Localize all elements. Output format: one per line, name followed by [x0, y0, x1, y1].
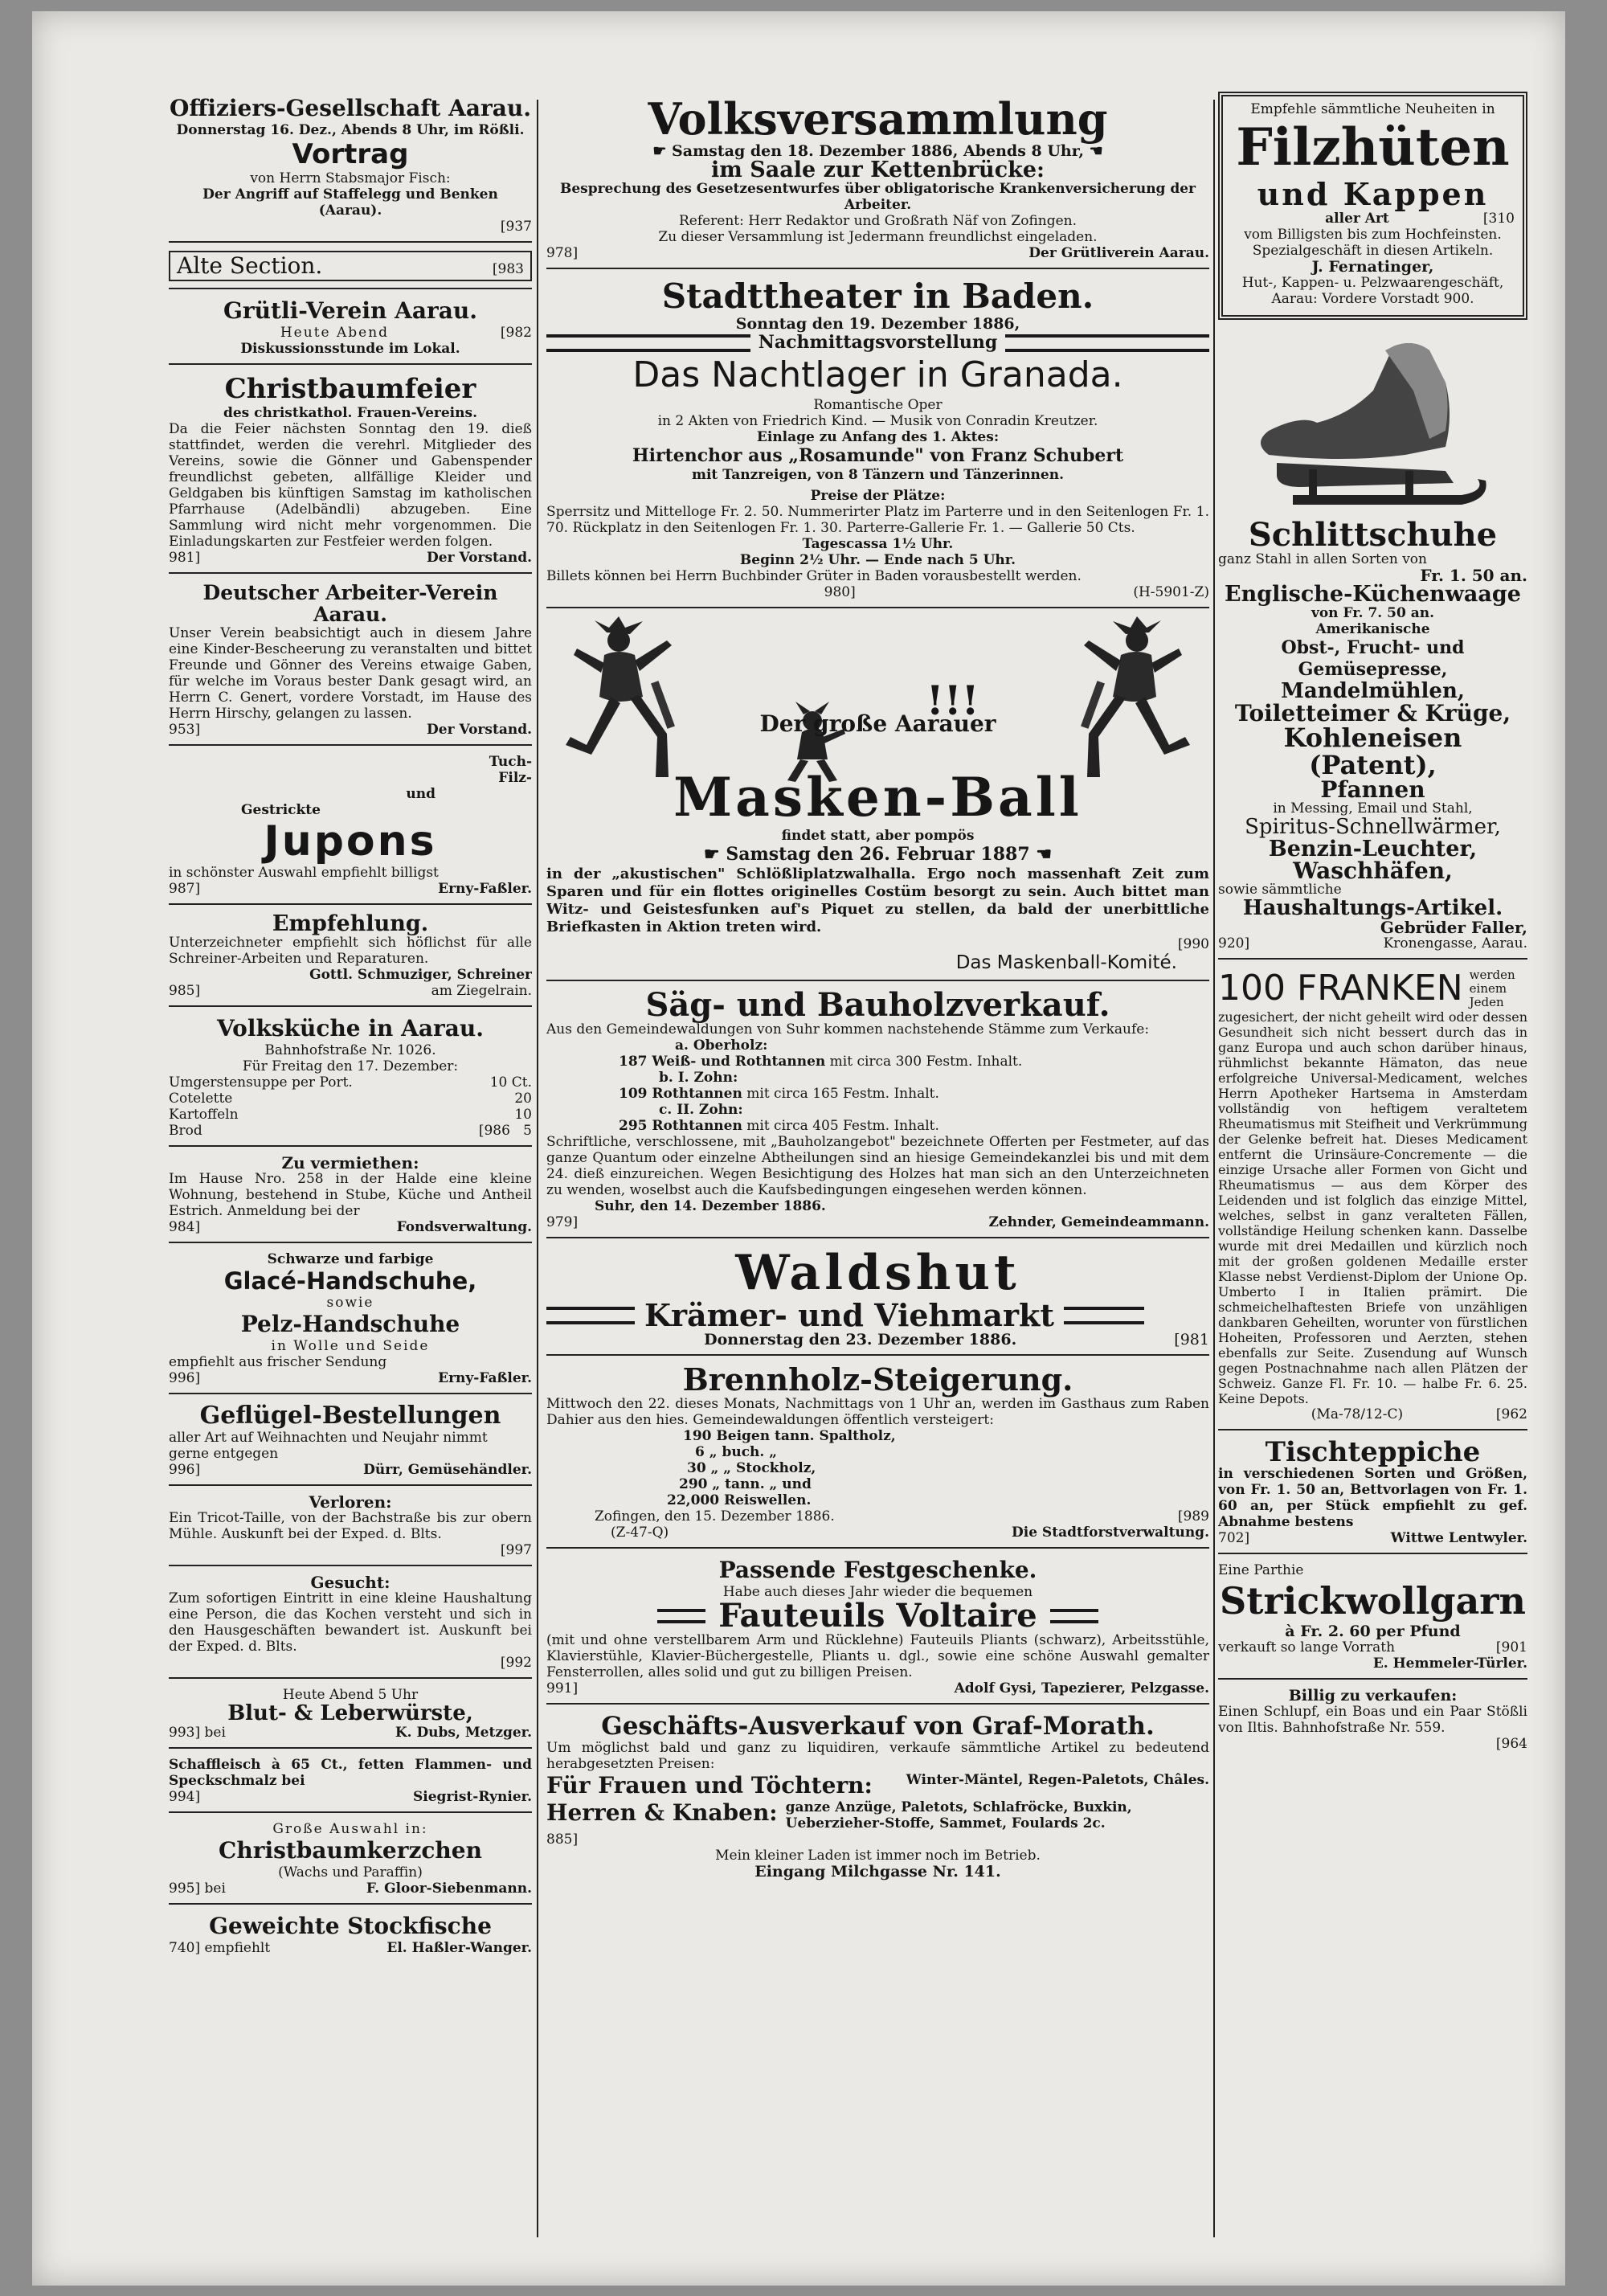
ad-strickwollgarn — [1218, 1559, 1527, 1680]
sale-item: 190 Beigen tann. Spaltholz, — [683, 1428, 896, 1444]
ad-schaffleisch — [169, 1754, 532, 1813]
menu-row: Umgerstensuppe per Port. 10 Ct. — [169, 1074, 532, 1091]
ad-ref: 993] — [169, 1725, 201, 1741]
ad-line: Für Frauen und Töchtern: — [546, 1772, 873, 1799]
ad-ref: [937 — [500, 219, 532, 235]
ad-ref: 991] — [546, 1680, 579, 1696]
ad-ref: [992 — [500, 1655, 532, 1671]
ad-intro: Habe auch dieses Jahr wieder die bequemen — [722, 1584, 1033, 1600]
ad-address: Aarau: Vordere Vorstadt 900. — [1271, 291, 1474, 307]
ad-date: Donnerstag den 23. Dezember 1886. — [704, 1331, 1017, 1349]
ad-signature: Der Vorstand. — [427, 722, 532, 738]
ad-ref: 995] — [169, 1881, 201, 1897]
ad-signature: Dürr, Gemüsehändler. — [363, 1462, 532, 1478]
ad-line: Schwarze und farbige — [267, 1251, 434, 1267]
lot-heading: c. II. Zohn: — [659, 1102, 743, 1118]
ad-line: (Wachs und Paraffin) — [278, 1864, 423, 1881]
ad-graf-morath — [546, 1709, 1209, 1886]
ad-line: Winter-Mäntel, Regen-Paletots, Châles. — [906, 1772, 1209, 1788]
ad-line: Tuch- — [489, 754, 532, 770]
ad-signature: Wittwe Lentwyler. — [1390, 1530, 1527, 1546]
ad-line: aller Art — [1325, 211, 1389, 227]
ad-ref: 996] — [169, 1462, 201, 1478]
ad-speaker: Referent: Herr Redaktor und Großrath Näf von Zofingen. — [678, 213, 1077, 229]
ad-jupons — [169, 751, 532, 905]
ad-title: und Kappen — [1257, 176, 1489, 212]
ad-line: ganz Stahl in allen Sorten von — [1218, 551, 1427, 567]
left-column — [169, 92, 532, 2253]
menu-row: Cotelette 20 — [169, 1091, 532, 1107]
ad-title: Geweichte Stockfische — [209, 1913, 492, 1939]
ad-subtitle: des christkathol. Frauen-Vereins. — [223, 405, 477, 421]
ad-line: mit Tanzreigen, von 8 Tänzern und Tänzerinnen. — [691, 467, 1065, 483]
ad-ref: [981 — [1174, 1331, 1209, 1349]
ad-title: Passende Festgeschenke. — [718, 1557, 1037, 1583]
ad-title: Billig zu verkaufen: — [1288, 1687, 1458, 1705]
ad-title: Masken-Ball — [673, 766, 1082, 829]
ad-ref: [310 — [1482, 211, 1515, 227]
ad-signature: Erny-Faßler. — [438, 881, 532, 897]
ad-title: Empfehlung. — [272, 911, 429, 936]
ad-line: Bahnhofstraße Nr. 1026. — [264, 1042, 436, 1058]
ad-body: in verschiedenen Sorten und Größen, von Fr. 1. 50 an, Bettvorlagen von Fr. 1. 60 an, per Stück empfiehlt zu gef. Abnahme bestens — [1218, 1466, 1527, 1530]
ad-address: Kronengasse, Aarau. — [1383, 935, 1527, 952]
ad-intro: Eine Parthie — [1218, 1562, 1304, 1578]
ad-title: Volksversammlung — [648, 93, 1108, 145]
right-column — [1218, 92, 1527, 2253]
ad-title: Volksküche in Aarau. — [217, 1015, 484, 1042]
ad-ref: 885] — [546, 1831, 579, 1848]
exclamation-mark: !!! — [926, 677, 979, 724]
ad-maskenball — [546, 613, 1209, 981]
ad-title: Offiziers-Gesellschaft Aarau. — [170, 95, 531, 121]
ad-gruetli — [169, 294, 532, 365]
ad-signature: Siegrist-Rynier. — [413, 1789, 532, 1805]
ad-body: Schaffleisch à 65 Ct., fetten Flammen- und Speckschmalz bei — [169, 1757, 532, 1789]
ad-body: zugesichert, der nicht geheilt wird oder dessen Gesundheit sich nicht bessert durch das in ganz Europa und auch schon darüber hinaus, rühmlichst bekannte Hämaton, das neue erfolgreiche Universal-Medicament, welches Herrn Apotheker Hartsema in Amsterdam vollständig von heftigem veraltetem Rheumatismus mit Steifheit und Verkrümmung der Gelenke befreit hat. Dieses Medicament entfernt die Urinsäure-Concremente — die einzige Ursache aller Formen von Gicht und Rheumatismus — aus dem Körper des Leidenden und ist folglich das einzige Mittel, welches, selbst in ganz veralteten Fällen, vollständige Heilung schenken kann. Dasselbe wurde mit drei Medaillen und kürzlich noch mit der großen goldenen Medaille erster Klasse nebst Verdienst-Diplom der Unione Op. Umberto I in Italien prämirt. Die schmeichelhaftesten Briefe von unzähligen dankbaren Geheilten, worunter von fürstlichen Hoheiten, Professoren und Aerzten, stehen ebenfalls zur Seite. Zusendung auf Wunsch gegen Postnachnahme nach allen Plätzen der Schweiz. Ganze Fl. Fr. 10. — halbe Fr. 6. 25. Keine Depots. — [1218, 1009, 1527, 1406]
lot-item: 109 Rothtannen — [619, 1086, 742, 1102]
ad-line: Große Auswahl in: — [272, 1821, 428, 1837]
ad-date: Zofingen, den 15. Dezember 1886. — [595, 1508, 835, 1525]
rule-ornament — [546, 334, 750, 352]
ad-date: Samstag den 18. Dezember 1886, Abends 8 Uhr, — [672, 142, 1084, 160]
ad-ref: 740] — [169, 1940, 201, 1956]
ad-verloren — [169, 1491, 532, 1566]
ad-ref: [997 — [500, 1542, 532, 1558]
ad-body: Schriftliche, verschlossene, mit „Bauholzangebot" bezeichnete Offerten per Festmeter, auf das ganze Quantum oder einzelne Abtheilungen sind an hiesige Gemeindekanzlei bis und mit dem 24. dieß einzureichen. Wegen Besichtigung des Holzes hat man sich an den Unterzeichneten zu wenden, woselbst auch die Kaufsbedingungen eingesehen werden können. — [546, 1134, 1209, 1198]
ad-headline: Vortrag — [292, 138, 409, 170]
ad-line: Einlage zu Anfang des 1. Aktes: — [756, 429, 1000, 445]
ad-ref: 985] — [169, 983, 201, 999]
ad-ref: 984] — [169, 1219, 201, 1235]
ad-place: im Saale zur Kettenbrücke: — [711, 158, 1045, 182]
ad-line: Benzin-Leuchter, — [1268, 837, 1478, 862]
ad-filzhueten — [1218, 92, 1527, 320]
ad-line: Tagescassa 1½ Uhr. — [802, 536, 954, 552]
ad-signature: Der Grütliverein Aarau. — [1028, 245, 1209, 261]
ad-ref: [964 — [1495, 1736, 1527, 1752]
ad-line: verkauft so lange Vorrath — [1218, 1639, 1396, 1655]
pointing-hand-icon: ☛ — [652, 142, 667, 160]
ad-line: Spiritus-Schnellwärmer, — [1245, 815, 1501, 839]
ad-body: Mittwoch den 22. dieses Monats, Nachmittags von 1 Uhr an, werden im Gasthaus zum Raben Dahier aus den hies. Gemeindewaldungen öffentlich versteigert: — [546, 1396, 1209, 1428]
ad-body: in schönster Auswahl empfiehlt billigst — [169, 865, 439, 881]
ad-billig — [1218, 1684, 1527, 1758]
ad-signature: Gottl. Schmuziger, Schreiner — [309, 967, 532, 983]
ad-glace — [169, 1248, 532, 1394]
ad-subtitle: Nachmittagsvorstellung — [758, 332, 998, 353]
ad-line: Der große Aarauer — [759, 710, 996, 737]
ad-arbeiter-verein — [169, 579, 532, 746]
rule-ornament — [1005, 334, 1209, 352]
ad-line: in 2 Akten von Friedrich Kind. — Musik von Conradin Kreutzer. — [657, 413, 1098, 429]
ad-line: Pfannen — [1320, 776, 1425, 803]
ad-date: Samstag den 26. Februar 1887 — [726, 844, 1030, 865]
ad-title: Geflügel-Bestellungen — [199, 1402, 501, 1430]
lot-heading: b. I. Zohn: — [659, 1070, 738, 1086]
ad-line: Beginn 2½ Uhr. — Ende nach 5 Uhr. — [739, 552, 1016, 568]
ad-ref: [989 — [1177, 1508, 1209, 1525]
jester-figure — [1057, 616, 1193, 785]
ad-gefluegel — [169, 1399, 532, 1486]
rule-ornament — [1064, 1307, 1144, 1324]
ad-code: (Z-47-Q) — [611, 1525, 669, 1541]
ad-title: Strickwollgarn — [1220, 1579, 1526, 1623]
ad-line: Mandelmühlen, — [1281, 679, 1465, 703]
pointing-hand-icon: ☚ — [1089, 142, 1103, 160]
ad-body: Unterzeichneter empfiehlt sich höflichst für alle Schreiner-Arbeiten und Reparaturen. — [169, 935, 532, 967]
ad-tischteppiche — [1218, 1435, 1527, 1554]
ad-title: Englische-Küchenwaage — [1225, 582, 1521, 607]
ad-line: Preise der Plätze: — [810, 488, 946, 504]
ad-subtitle: Krämer- und Viehmarkt — [644, 1297, 1054, 1333]
ad-intro: Empfehle sämmtliche Neuheiten in — [1250, 101, 1495, 117]
column-rule — [1213, 100, 1215, 2237]
ad-title: Jupons — [264, 817, 437, 866]
ad-title: Tischteppiche — [1265, 1436, 1481, 1468]
jester-figure — [562, 616, 699, 785]
ad-title: Blut- & Leberwürste, — [227, 1701, 473, 1725]
sale-item: 30 „ „ Stockholz, — [687, 1460, 816, 1476]
ad-title: Christbaumkerzchen — [219, 1837, 482, 1864]
ad-ref: [986 — [478, 1123, 510, 1139]
ad-line: Fr. 1. 50 an. — [1420, 566, 1527, 585]
ad-signature: Zehnder, Gemeindeammann. — [988, 1214, 1209, 1230]
ad-faller — [1218, 331, 1527, 960]
ad-line: vom Billigsten bis zum Hochfeinsten. — [1244, 227, 1502, 243]
rule-ornament — [1050, 1609, 1098, 1623]
ad-body: Da die Feier nächsten Sonntag den 19. dieß stattfindet, werden die verehrl. Mitglieder des Vereins, sowie die Gönner und Gabenspender freundlichst gebeten, allfällige Kleider und Geldgaben bis künftigen Samstag im katholischen Pfarrhause (Adelbändli) abzugeben. Eine Sammlung wird nicht mehr vorgenommen. Die Einladungskarten zur Festfeier werden folgen. — [169, 421, 532, 550]
ad-ref: 980] — [824, 584, 856, 600]
ad-body: Ein Tricot-Taille, von der Bachstraße bis zur obern Mühle. Auskunft bei der Exped. d. Blts. — [169, 1510, 532, 1542]
ad-christbaumfeier — [169, 370, 532, 574]
ad-ref: 996] — [169, 1370, 201, 1386]
ad-body: Im Hause Nro. 258 in der Halde eine kleine Wohnung, bestehend in Stube, Küche und Antheil Estrich. Anmeldung bei der — [169, 1171, 532, 1219]
ad-line: sowie — [326, 1295, 374, 1311]
ad-signature: F. Gloor-Siebenmann. — [366, 1881, 532, 1897]
ad-ref: [901 — [1495, 1639, 1527, 1655]
menu-row: Brod [986 5 — [169, 1123, 532, 1139]
ad-title: Stadttheater in Baden. — [661, 276, 1094, 316]
ad-line: werden einem Jeden — [1469, 967, 1515, 1009]
lot-heading: a. Oberholz: — [675, 1037, 768, 1054]
ad-title: Grütli-Verein Aarau. — [223, 297, 477, 324]
ad-alte-section — [169, 248, 532, 289]
ad-ref: 978] — [546, 245, 579, 261]
ad-title: Deutscher Arbeiter-Verein Aarau. — [202, 581, 498, 626]
ad-title: Waldshut — [735, 1245, 1020, 1301]
ad-100-franken — [1218, 964, 1527, 1430]
ad-brennholz — [546, 1361, 1209, 1549]
sale-item: 22,000 Reiswellen. — [667, 1492, 812, 1508]
ad-intro: Um möglichst bald und ganz zu liquidiren, verkaufe sämmtliche Artikel zu bedeutend herabgesetzten Preisen: — [546, 1740, 1209, 1772]
ad-line: empfiehlt aus frischer Sendung — [169, 1354, 387, 1370]
ad-kerzen: Große Auswahl in: Christbaumkerzchen (Wachs und Paraffin) 995] bei F. Gloor-Siebenmann. — [169, 1818, 532, 1905]
ad-signature: Fondsverwaltung. — [396, 1219, 532, 1235]
ad-ref: [990 — [1177, 936, 1209, 952]
ad-subject: Der Angriff auf Staffelegg und Benken (Aarau). — [202, 186, 498, 219]
ad-date: Suhr, den 14. Dezember 1886. — [595, 1198, 826, 1214]
ad-line: Toiletteimer & Krüge, — [1234, 700, 1511, 726]
ad-title: Filzhüten — [1236, 117, 1510, 178]
ad-volksversammlung — [546, 92, 1209, 269]
ad-line: findet statt, aber pompös — [781, 828, 975, 844]
ad-line: in Wolle und Seide — [271, 1338, 430, 1354]
ad-line: Waschhäfen, — [1293, 857, 1453, 884]
ad-line: Gestrickte — [241, 802, 321, 818]
newspaper-page — [32, 11, 1565, 2286]
ad-ref: 702] — [1218, 1530, 1250, 1546]
ad-ref: 979] — [546, 1214, 579, 1230]
ad-ref: 920] — [1218, 935, 1250, 952]
ad-code: (H-5901-Z) — [1133, 584, 1209, 600]
ad-line: und — [406, 786, 435, 802]
ad-ref: 953] — [169, 722, 201, 738]
sale-item: 6 „ buch. „ — [695, 1444, 778, 1460]
ad-ref: [962 — [1495, 1406, 1527, 1422]
ad-signature: Die Stadtforstverwaltung. — [1012, 1525, 1209, 1541]
ad-ref: 994] — [169, 1789, 201, 1805]
ad-line: Hirtenchor aus „Rosamunde" von Franz Schubert — [632, 445, 1124, 466]
ad-line: Obst-, Frucht- und Gemüsepresse, — [1281, 637, 1465, 680]
ad-line: Zu dieser Versammlung ist Jedermann freundlichst eingeladen. — [658, 229, 1098, 245]
ad-stockfische: Geweichte Stockfische 740] empfiehlt El. Haßler-Wanger. — [169, 1913, 532, 1956]
ad-line: Hut-, Kappen- u. Pelzwaarengeschäft, — [1241, 275, 1504, 291]
ad-date: Sonntag den 19. Dezember 1886, — [735, 315, 1020, 333]
ad-line: Romantische Oper — [813, 397, 943, 413]
ad-line: von Fr. 7. 50 an. — [1311, 605, 1435, 621]
ad-empfehlung — [169, 910, 532, 1007]
ad-body: Unser Verein beabsichtigt auch in diesem Jahre eine Kinder-Bescheerung zu veranstalten und bittet Freunde und Gönner des Vereins etwaige Gaben, für welche im Voraus bester Dank gesagt wird, an Herrn C. Genert, vordere Vorstadt, im Hause des Herrn Hirschy, gelangen zu lassen. — [169, 625, 532, 722]
ad-title: Christbaumfeier — [224, 373, 476, 405]
ad-speaker: von Herrn Stabsmajor Fisch: — [250, 170, 451, 186]
ad-play-title: Das Nachtlager in Granada. — [632, 354, 1123, 395]
ad-volkskueche — [169, 1012, 532, 1147]
ad-line: Spezialgeschäft in diesen Artikeln. — [1252, 243, 1494, 259]
ad-date: Donnerstag 16. Dez., Abends 8 Uhr, — [176, 122, 449, 138]
ad-title: Geschäfts-Ausverkauf von Graf-Morath. — [601, 1712, 1155, 1741]
ad-title: Alte Section. — [177, 252, 323, 279]
ad-title: Fauteuils Voltaire — [718, 1597, 1037, 1635]
lot-item: 295 Rothtannen — [619, 1118, 742, 1134]
ad-line: Amerikanische — [1315, 621, 1430, 637]
ad-line: Herren & Knaben: — [546, 1799, 778, 1826]
column-rule — [537, 100, 538, 2237]
ad-line: in Messing, Email und Stahl, — [1273, 800, 1473, 816]
rule-ornament — [546, 1307, 635, 1324]
ad-festgeschenke — [546, 1553, 1209, 1705]
ad-body: Einen Schlupf, ein Boas und ein Paar Stößli von Iltis. Bahnhofstraße Nr. 559. — [1218, 1704, 1527, 1736]
center-column — [546, 92, 1209, 2253]
ad-title: Schlittschuhe — [1248, 516, 1498, 554]
ad-code: (Ma-78/12-C) — [1311, 1406, 1404, 1422]
ad-line: Heute Abend — [280, 325, 390, 341]
ad-intro: Aus den Gemeindewaldungen von Suhr kommen nachstehende Stämme zum Verkaufe: — [546, 1021, 1150, 1037]
ad-signature: E. Hemmeler-Türler. — [1372, 1655, 1527, 1672]
ad-offiziers — [169, 92, 532, 243]
ad-ref: 987] — [169, 881, 201, 897]
ad-title: Glacé-Handschuhe, — [223, 1267, 477, 1295]
ad-gesucht — [169, 1571, 532, 1679]
rule-ornament — [657, 1609, 705, 1623]
ad-signature: Gebrüder Faller, — [1380, 918, 1527, 937]
ad-line: Haushaltungs-Artikel. — [1242, 896, 1503, 920]
menu-row: Kartoffeln 10 — [169, 1107, 532, 1123]
ad-body: Sperrsitz und Mittelloge Fr. 2. 50. Nummerirter Platz im Parterre und in den Seitenlogen Fr. 1. 70. Rückplatz in den Seitenlogen Fr. 1. 30. Parterre-Gallerie Fr. 1. — Gallerie 50 Cts. — [546, 504, 1209, 536]
pointing-hand-icon: ☛ — [703, 844, 720, 865]
ad-signature: J. Fernatinger, — [1311, 258, 1434, 276]
ad-line: à Fr. 2. 60 per Pfund — [1285, 1623, 1461, 1640]
sale-item: 290 „ tann. „ und — [679, 1476, 812, 1492]
ad-saeg-bauholz: Säg- und Bauholzverkauf. Aus den Gemeindewaldungen von Suhr kommen nachstehende Stämme zum Verkaufe: a. Oberholz: 187 Weiß- und Rothtannen mit circa 300 Festm. Inhalt. b. I. Zohn: 109 Rothtannen mit circa 165 Festm. Inhalt. c. II. Zohn: 295 Rothtannen mit circa 405 Festm. Inhalt. Schriftliche, verschlossene, mit „Bauholzangebot" bezeichnete Offerten per Festmeter, auf das ganze Quantum oder einzelne Abtheilungen sind an hiesige Gemeindekanzlei bis und mit dem 24. dieß einzureichen. Wegen Besichtigung des Holzes hat man sich an den Unterzeichneten zu wenden, woselbst auch die Kaufsbedingungen eingesehen werden können. Suhr, den 14. Dezember 1886. 979] Zehnder, Gemeindeammann. — [546, 986, 1209, 1238]
ad-line: Heute Abend 5 Uhr — [282, 1687, 419, 1703]
ad-line: Diskussionsstunde im Lokal. — [240, 341, 460, 357]
pointing-hand-icon: ☚ — [1036, 844, 1053, 865]
ad-title: Pelz-Handschuhe — [240, 1311, 460, 1337]
ad-title: Zu vermiethen: — [281, 1153, 419, 1173]
ad-vermieten — [169, 1152, 532, 1243]
ad-body: Zum sofortigen Eintritt in eine kleine Haushaltung eine Person, die das Kochen versteht und sich in den Hausgeschäften bewandert ist. Auskunft bei der Exped. d. Blts. — [169, 1590, 532, 1655]
ice-skate-illustration — [1245, 334, 1502, 519]
ad-signature: Das Maskenball-Komité. — [955, 952, 1177, 973]
lot-item: 187 Weiß- und Rothtannen — [619, 1054, 826, 1070]
ad-ref: [982 — [500, 325, 532, 341]
ad-title: Verloren: — [309, 1492, 392, 1512]
ad-ref: [983 — [492, 261, 524, 277]
ad-ref: 981] — [169, 550, 201, 566]
ad-line: sowie sämmtliche — [1218, 882, 1342, 898]
ad-body: Billets können bei Herrn Buchbinder Grüter in Baden vorausbestellt werden. — [546, 568, 1082, 584]
ad-line: Filz- — [498, 770, 532, 786]
ad-signature: K. Dubs, Metzger. — [395, 1725, 532, 1741]
ad-signature: Der Vorstand. — [427, 550, 532, 566]
ad-body: (mit und ohne verstellbarem Arm und Rücklehne) Fauteuils Pliants (schwarz), Arbeitsstühle, Klavierstühle, Klavier-Büchergestelle, Pliants u. dgl., sowie eine schöne Auswahl gemalter Fensterrollen, alles solid und gut zu billigen Preisen. — [546, 1632, 1209, 1680]
ad-title: Säg- und Bauholzverkauf. — [645, 986, 1110, 1024]
ad-title: Gesucht: — [310, 1573, 391, 1592]
ad-topic: Besprechung des Gesetzesentwurfes über obligatorische Krankenversicherung der Arbeiter. — [559, 181, 1196, 213]
ad-line: Für Freitag den 17. Dezember: — [242, 1058, 459, 1074]
ad-signature: Erny-Faßler. — [438, 1370, 532, 1386]
ad-line: Mein kleiner Laden ist immer noch im Betrieb. — [715, 1848, 1041, 1864]
ad-place: im Rößli. — [453, 122, 525, 138]
ad-line: ganze Anzüge, Paletots, Schlafröcke, Buxkin, Ueberzieher-Stoffe, Sammet, Foulards 2c. — [785, 1799, 1132, 1831]
ad-signature: El. Haßler-Wanger. — [386, 1940, 532, 1956]
ad-title: Brennholz-Steigerung. — [682, 1361, 1073, 1398]
ad-body: aller Art auf Weihnachten und Neujahr nimmt gerne entgegen — [169, 1430, 488, 1462]
ad-signature: Adolf Gysi, Tapezierer, Pelzgasse. — [954, 1680, 1209, 1696]
ad-body: in der „akustischen" Schlößliplatzwalhalla. Ergo noch massenhaft Zeit zum Sparen und für ein flottes originelles Costüm besorgt zu sein. Auch bittet man Witz- und Geistesfunken auf's Piquet zu stellen, da bald der unerbittliche Briefkasten in Aktion treten wird. — [546, 866, 1209, 935]
ad-stadttheater — [546, 274, 1209, 608]
ad-address: am Ziegelrain. — [431, 983, 532, 999]
ad-title: 100 FRANKEN — [1218, 968, 1463, 1009]
ad-blut: Heute Abend 5 Uhr Blut- & Leberwürste, 993] bei K. Dubs, Metzger. — [169, 1684, 532, 1749]
ad-waldshut — [546, 1243, 1209, 1356]
ad-address: Eingang Milchgasse Nr. 141. — [754, 1863, 1001, 1881]
ad-line: Kohleneisen (Patent), — [1283, 722, 1462, 780]
